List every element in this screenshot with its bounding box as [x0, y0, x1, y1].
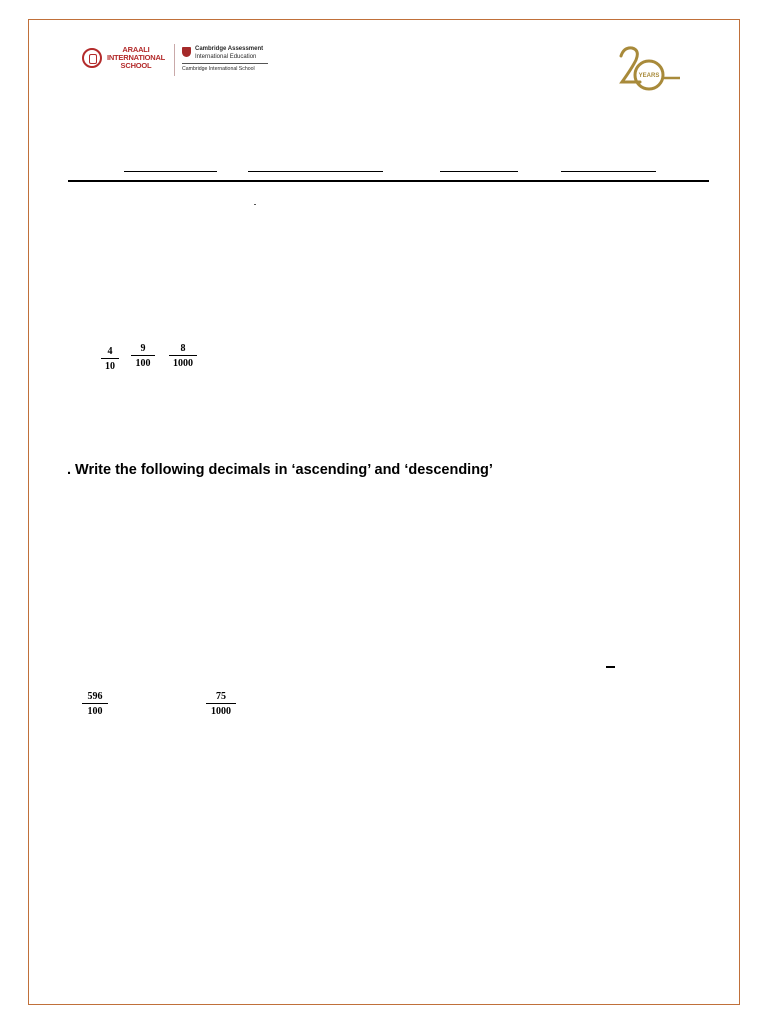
header-rule: [68, 180, 709, 182]
fraction-denominator: 10: [105, 361, 115, 372]
cambridge-subtitle: International Education: [195, 54, 257, 60]
school-name-line: SCHOOL: [120, 61, 152, 70]
anniversary-badge-text: YEARS: [638, 73, 660, 79]
cambridge-school-label: Cambridge International School: [182, 66, 255, 72]
school-name-line: ARAALI: [122, 45, 150, 54]
fraction-denominator: 100: [135, 358, 151, 369]
header-blank: [561, 171, 656, 172]
fraction-numerator: 4: [101, 346, 119, 359]
header-blank: [124, 171, 217, 172]
school-seal-icon: [82, 48, 102, 68]
anniversary-20-years-icon: [618, 44, 682, 94]
fraction-denominator: 1000: [173, 358, 193, 369]
fraction: [206, 691, 236, 717]
stray-mark: [254, 204, 256, 205]
question-heading: . Write the following decimals in ‘ascending’ and ‘descending’: [67, 462, 493, 478]
fraction-numerator: 75: [206, 691, 236, 704]
school-logo: [80, 44, 170, 74]
header-blank: [440, 171, 518, 172]
school-name: [106, 46, 166, 70]
dash-mark: [606, 666, 615, 668]
cambridge-logo: [174, 44, 284, 76]
fraction-denominator: 1000: [211, 706, 231, 717]
fraction: [169, 343, 197, 369]
fraction-numerator: 596: [82, 691, 108, 704]
school-name-line: INTERNATIONAL: [106, 53, 166, 62]
cambridge-title: Cambridge Assessment: [195, 46, 264, 52]
fraction-denominator: 100: [87, 706, 103, 717]
anniversary-logo: [618, 44, 682, 94]
cambridge-divider: [182, 63, 268, 64]
fraction: [101, 346, 119, 372]
header-blank: [248, 171, 383, 172]
fraction: [82, 691, 108, 717]
fraction-numerator: 9: [131, 343, 155, 356]
fraction: [131, 343, 155, 369]
cambridge-shield-icon: [182, 47, 191, 57]
fraction-numerator: 8: [169, 343, 197, 356]
page-border: [28, 19, 740, 1005]
